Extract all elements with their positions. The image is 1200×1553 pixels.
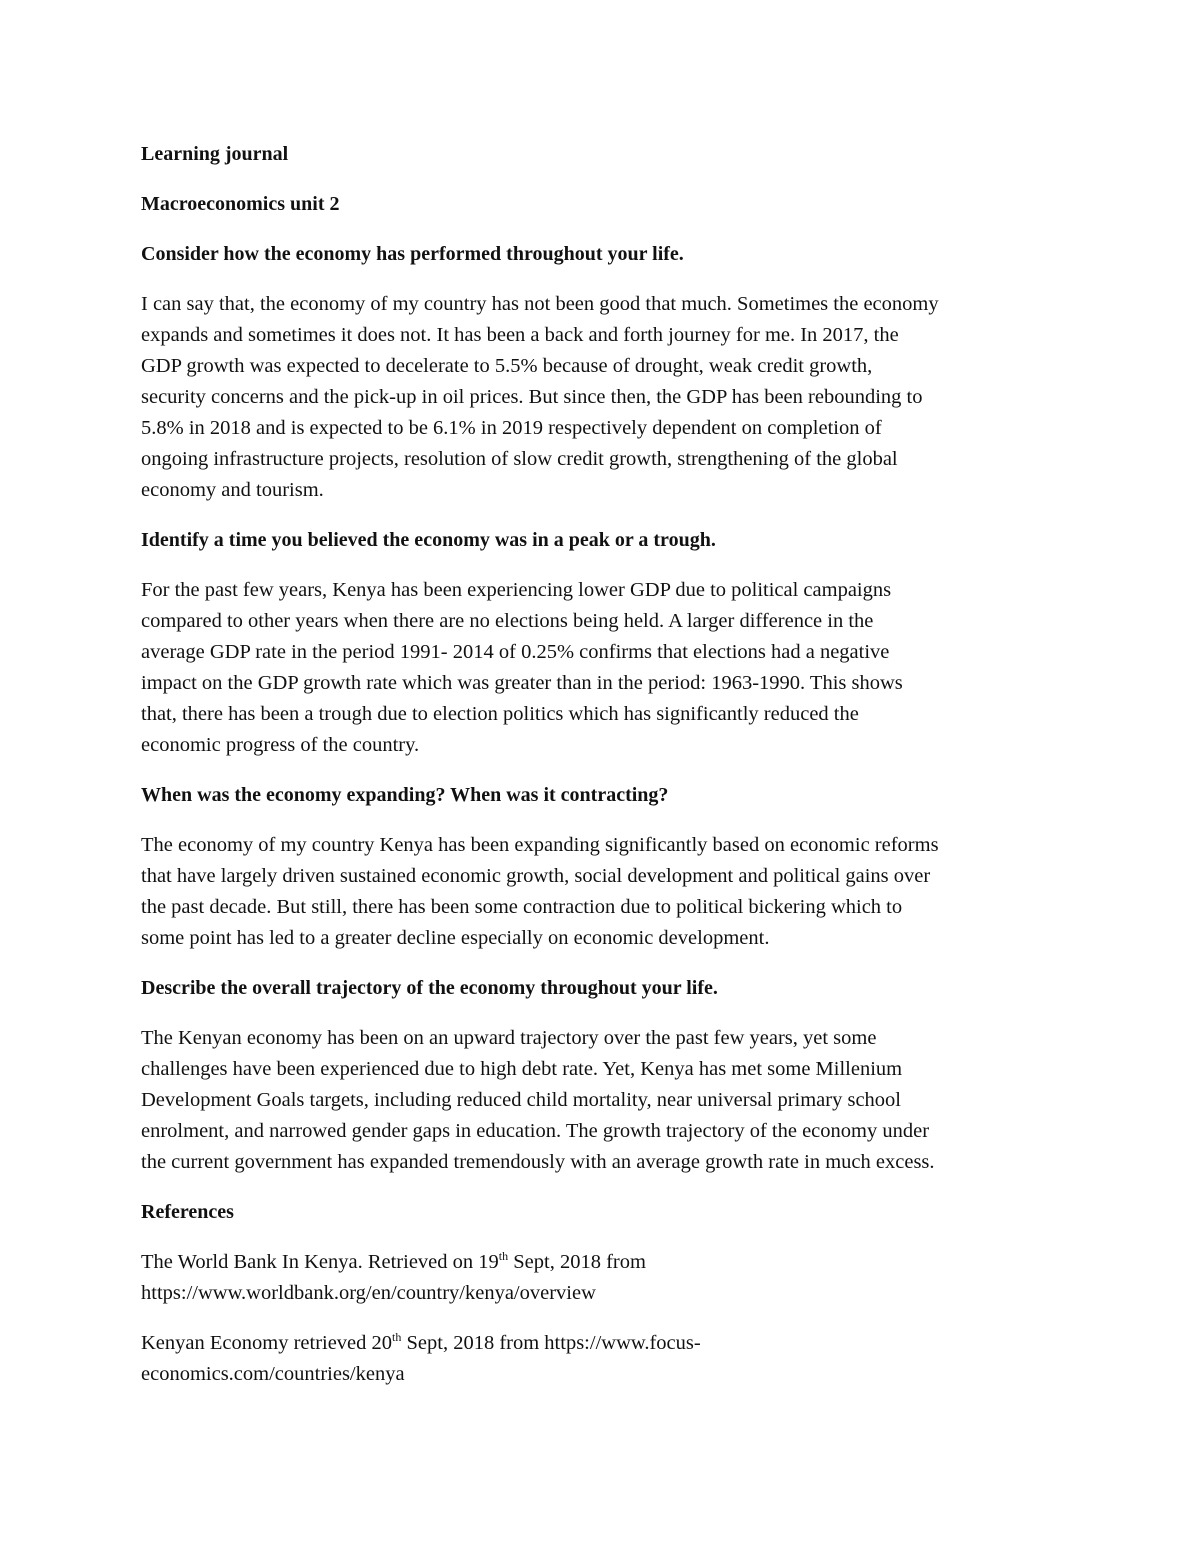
paragraph-line: ongoing infrastructure projects, resolution of slow credit growth, strengthening of the global [141, 448, 898, 470]
reference-ordinal: th [392, 1330, 402, 1345]
section-heading: When was the economy expanding? When was it contracting? [141, 784, 669, 806]
reference-text: Kenyan Economy retrieved 20 [141, 1332, 393, 1354]
section-heading: Describe the overall trajectory of the economy throughout your life. [141, 977, 718, 999]
reference-text: The World Bank In Kenya. Retrieved on 19 [141, 1251, 499, 1273]
references-heading: References [141, 1201, 234, 1223]
document-title: Learning journal [141, 143, 289, 165]
reference-line [141, 1328, 1071, 1359]
paragraph-line: impact on the GDP growth rate which was greater than in the period: 1963-1990. This shows [141, 672, 903, 694]
reference-item [141, 1328, 1071, 1390]
document-subtitle: Macroeconomics unit 2 [141, 193, 340, 215]
paragraph-line: enrolment, and narrowed gender gaps in education. The growth trajectory of the economy under [141, 1120, 930, 1142]
section-heading: Identify a time you believed the economy was in a peak or a trough. [141, 529, 716, 551]
paragraph-line: the past decade. But still, there has been some contraction due to political bickering which to [141, 896, 903, 918]
paragraph-line: challenges have been experienced due to high debt rate. Yet, Kenya has met some Millenium [141, 1058, 903, 1080]
paragraph-line: that, there has been a trough due to election politics which has significantly reduced the [141, 703, 859, 725]
document-page [141, 139, 1071, 1409]
reference-item [141, 1247, 1071, 1309]
paragraph-line: the current government has expanded tremendously with an average growth rate in much excess. [141, 1151, 935, 1173]
section-paragraph [141, 830, 1071, 954]
paragraph-line: The economy of my country Kenya has been expanding significantly based on economic reforms [141, 834, 939, 856]
paragraph-line: economy and tourism. [141, 479, 324, 501]
section-paragraph [141, 1023, 1071, 1178]
paragraph-line: that have largely driven sustained economic growth, social development and political gains over [141, 865, 931, 887]
paragraph-line: average GDP rate in the period 1991- 2014 of 0.25% confirms that elections had a negative [141, 641, 890, 663]
paragraph-line: economic progress of the country. [141, 734, 420, 756]
reference-text: Sept, 2018 from [508, 1251, 646, 1273]
paragraph-line: For the past few years, Kenya has been experiencing lower GDP due to political campaigns [141, 579, 892, 601]
section-paragraph [141, 289, 1071, 506]
paragraph-line: Development Goals targets, including reduced child mortality, near universal primary school [141, 1089, 901, 1111]
reference-line [141, 1247, 1071, 1278]
paragraph-line: GDP growth was expected to decelerate to 5.5% because of drought, weak credit growth, [141, 355, 873, 377]
paragraph-line: compared to other years when there are no elections being held. A larger difference in the [141, 610, 874, 632]
paragraph-line: security concerns and the pick-up in oil prices. But since then, the GDP has been rebounding to [141, 386, 923, 408]
paragraph-line: expands and sometimes it does not. It has been a back and forth journey for me. In 2017, the [141, 324, 899, 346]
paragraph-line: some point has led to a greater decline especially on economic development. [141, 927, 770, 949]
paragraph-line: I can say that, the economy of my country has not been good that much. Sometimes the economy [141, 293, 939, 315]
reference-url: economics.com/countries/kenya [141, 1363, 405, 1385]
reference-url: https://www.worldbank.org/en/country/kenya/overview [141, 1282, 596, 1304]
section-paragraph [141, 575, 1071, 761]
paragraph-line: 5.8% in 2018 and is expected to be 6.1% in 2019 respectively dependent on completion of [141, 417, 882, 439]
section-heading: Consider how the economy has performed throughout your life. [141, 243, 684, 265]
paragraph-line: The Kenyan economy has been on an upward trajectory over the past few years, yet some [141, 1027, 877, 1049]
reference-ordinal: th [498, 1249, 509, 1264]
reference-text: Sept, 2018 from https://www.focus- [401, 1332, 701, 1354]
